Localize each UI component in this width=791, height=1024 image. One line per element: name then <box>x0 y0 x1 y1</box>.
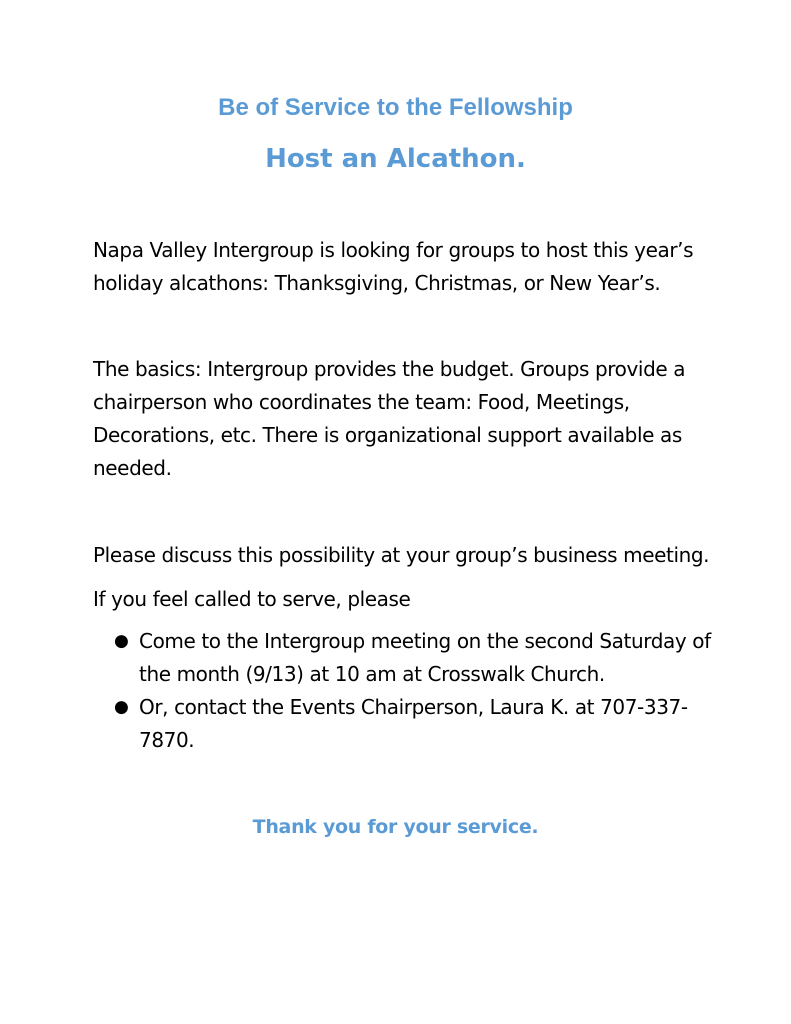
thank-you-note: Thank you for your service. <box>252 816 539 838</box>
discuss-paragraph: Please discuss this possibility at your group’s business meeting. <box>93 543 710 567</box>
called-to-serve-paragraph: If you feel called to serve, please <box>93 587 411 611</box>
document-title: Be of Service to the Fellowship <box>218 94 573 121</box>
document-subtitle: Host an Alcathon. <box>265 144 526 174</box>
list-item-text: Or, contact the Events Chairperson, Laura K. at 707-337-7870. <box>139 695 688 752</box>
list-item <box>114 691 714 757</box>
bullet-icon: ● <box>114 631 129 651</box>
bullet-icon: ● <box>114 697 129 717</box>
list-item-text: Come to the Intergroup meeting on the second Saturday of the month (9/13) at 10 am at Crosswalk Church. <box>139 629 711 686</box>
action-list <box>114 625 714 757</box>
intro-paragraph: Napa Valley Intergroup is looking for groups to host this year’s holiday alcathons: Thanksgiving, Christmas, or New Year’s. <box>93 238 694 295</box>
basics-paragraph: The basics: Intergroup provides the budget. Groups provide a chairperson who coordinates the team: Food, Meetings, Decorations, etc. There is organizational support available as needed. <box>93 357 686 480</box>
list-item <box>114 625 714 691</box>
